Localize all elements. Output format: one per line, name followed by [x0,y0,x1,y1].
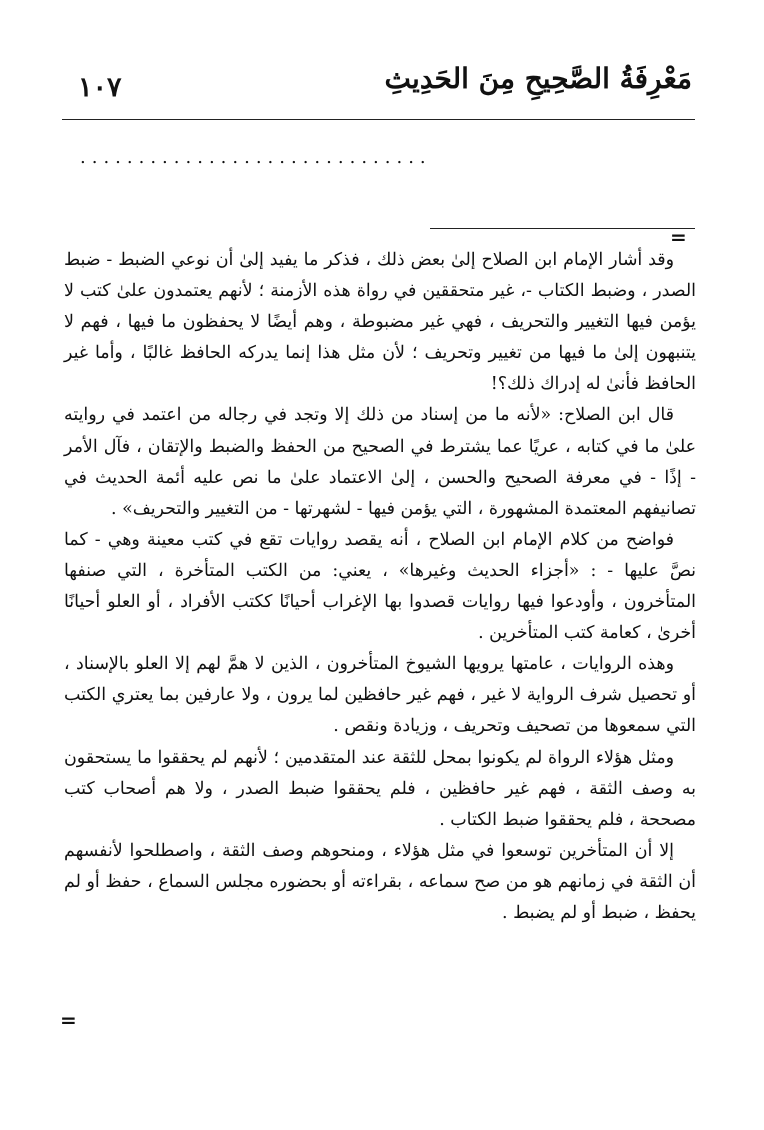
paragraph-6: إلا أن المتأخرين توسعوا في مثل هؤلاء ، ومنحوهم وصف الثقة ، واصطلحوا لأنفسهم أن الثقة في زمانهم هو من صح سماعه ، بقراءته أو بحضوره مجلس السماع ، حفظ أو لم يحفظ ، ضبط أو لم يضبط . [64,840,696,923]
continuation-marker-bottom: = [60,1008,77,1032]
paragraph-3: فواضح من كلام الإمام ابن الصلاح ، أنه يقصد روايات تقع في كتب معينة وهي - كما نصَّ عليها - : «أجزاء الحديث وغيرها» ، يعني: من الكتب المتأخرة ، التي صنفها المتأخرون ، وأودعوا فيها روايات قصدوا بها الإغراب أحيانًا ككتب الأفراد ، أو العلو أحيانًا أخرىٰ ، كعامة كتب المتأخرين . [64,529,696,644]
paragraph-1: وقد أشار الإمام ابن الصلاح إلىٰ بعض ذلك ، فذكر ما يفيد إلىٰ أن نوعي الضبط - ضبط الصدر ، وضبط الكتاب -، غير متحققين في رواة هذه الأزمنة ؛ لأنهم يعتمدون علىٰ كتب لا يؤمن فيها التغيير والتحريف ، فهي غير مضبوطة ، وهم أيضًا لا يحفظون ما فيها ، فهم لا يتنبهون إلىٰ ما فيها من تغيير وتحريف ؛ لأن مثل هذا إنما يدركه الحافظ غالبًا ، وأما غير الحافظ فأنىٰ له إدراك ذلك؟! [64,250,696,395]
body-text [64,245,696,1045]
header-rule [62,119,695,120]
separator-dots: .............................. [80,147,432,167]
page-number: ١٠٧ [78,72,122,103]
page-header [70,48,692,108]
running-title: مَعْرِفَةُ الصَّحِيحِ مِنَ الحَدِيثِ [384,62,692,95]
paragraph-2: قال ابن الصلاح: «لأنه ما من إسناد من ذلك إلا وتجد في رجاله من اعتمد في روايته علىٰ ما في كتابه ، عريًا عما يشترط في الصحيح من الحفظ والضبط والإتقان ، فآل الأمر - إذًا - في معرفة الصحيح والحسن ، إلىٰ الاعتماد علىٰ ما نص عليه أئمة الحديث في تصانيفهم المعتمدة المشهورة ، التي يؤمن فيها - لشهرتها - من التغيير والتحريف» . [64,405,696,519]
paragraph-5: ومثل هؤلاء الرواة لم يكونوا بمحل للثقة عند المتقدمين ؛ لأنهم لم يحققوا ما يستحقون به وصف الثقة ، فهم غير حافظين ، فلم يحققوا ضبط الصدر ، ولا هم أصحاب كتب مصححة ، فلم يحققوا ضبط الكتاب . [64,747,696,830]
footnote-rule [430,228,695,229]
continuation-marker-top: = [670,225,687,249]
paragraph-4: وهذه الروايات ، عامتها يرويها الشيوخ المتأخرون ، الذين لا همَّ لهم إلا العلو بالإسناد ، أو تحصيل شرف الرواية لا غير ، فهم غير حافظين لما يرون ، ولا عارفين بما يعتري الكتب التي سمعوها من تصحيف وتحريف ، وزيادة ونقص . [64,654,696,737]
